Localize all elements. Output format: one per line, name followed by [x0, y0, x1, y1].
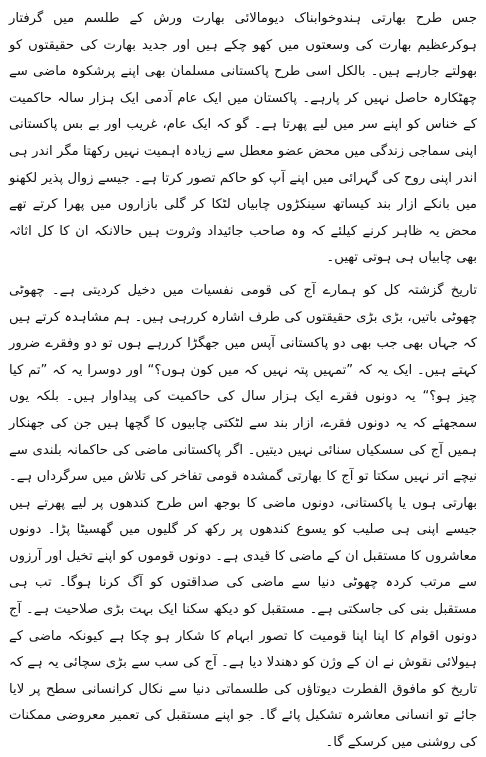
- paragraph-2: تاریخ گزشتہ کل کو ہمارے آج کی قومی نفسیات میں دخیل کردیتی ہے۔ چھوٹی چھوٹی باتیں، بڑی بڑی حقیقتوں کی طرف اشارہ کررہی ہیں۔ ہم مشاہدہ کرتے ہیں کہ جہاں بھی جب بھی دو پاکستانی آپس میں جھگڑا کررہے ہوں تو دو وفقرے ضرور کہتے ہیں۔ ایک یہ کہ ”تمہیں پتہ نہیں کہ میں کون ہوں؟“ اور دوسرا یہ کہ ”تم کیا چیز ہو؟“ یہ دونوں فقرے ایک ہزار سال کی حاکمیت کی پیداوار ہیں۔ بلکہ یوں سمجھئے کہ یہ دونوں فقرے، ازار بند سے لٹکتی چابیوں کا گچھا ہیں جن کی جھنکار ہمیں آج کی سسکیاں سنائی نہیں دیتیں۔ اگر پاکستانی ماضی کی حاکمانہ بلندی سے نیچے اتر نہیں سکتا تو آج کا بھارتی گمشدہ قومی تفاخر کی تلاش میں سرگرداں ہے۔ بھارتی ہوں یا پاکستانی، دونوں ماضی کا بوجھ اس طرح کندھوں پر لیے پھرتے ہیں جیسے اپنی ہی صلیب کو یسوع کندھوں پر رکھ کر گلیوں میں گھسیٹا پڑا۔ دونوں معاشروں کا مستقبل ان کے ماضی کا قیدی ہے۔ دونوں قوموں کو اپنے تخیل اور آرزوں سے مرتب کردہ چھوٹی دنیا سے ماضی کی صداقتوں کو آگ کرنا ہوگا۔ تب ہی مستقبل بنی کی جاسکتی ہے۔ مستقبل کو دیکھ سکنا ایک بہت بڑی صلاحیت ہے۔ آج دونوں اقوام کا اپنا اپنا قومیت کا تصور ابہام کا شکار ہو چکا ہے کیونکہ ماضی کے ہیولائی نقوش نے ان کے وژن کو دھندلا دیا ہے۔ آج کی سب سے بڑی سچائی یہ ہے کہ تاریخ کو مافوق الفطرت دیوتاؤں کی طلسماتی دنیا سے نکال کرانسانی سطح پر لایا جائے تو انسانی معاشرہ تشکیل پائے گا۔ جو اپنے مستقبل کی تعمیر معروضی ممکنات کی روشنی میں کرسکے گا۔: [9, 282, 477, 751]
- paragraph-1: جس طرح بھارتی ہندوخوابناک دیومالائی بھارت ورش کے طلسم میں گرفتار ہوکرعظیم بھارت کی وسعتوں میں کھو چکے ہیں اور جدید بھارت کی حقیقتوں کو بھولتے جارہے ہیں۔ بالکل اسی طرح پاکستانی مسلمان بھی اپنے پرشکوہ ماضی سے چھٹکارہ حاصل نہیں کر پارہے۔ پاکستان میں ایک عام آدمی ایک ہزار سالہ حاکمیت کے خناس کو اپنے سر میں لیے پھرتا ہے۔ گو کہ ایک عام، غریب اور بے بس پاکستانی اپنی سماجی زندگی میں محض عضو معطل سے زیادہ اہمیت نہیں رکھتا مگر اندر ہی اندر اپنی روح کی گہرائی میں اپنے آپ کو حاکم تصور کرتا ہے۔ جیسے زوال پذیر لکھنو میں بانکے ازار بند کیساتھ سینکڑوں چابیاں لٹکا کر گلی بازاروں میں پھرا کرتے تھے محض یہ ظاہر کرنے کیلئے کہ وہ صاحب جائیداد وثروت ہیں حالانکہ ان کا کل اثاثہ بھی چابیاں ہی ہوتی تھیں۔: [9, 11, 477, 266]
